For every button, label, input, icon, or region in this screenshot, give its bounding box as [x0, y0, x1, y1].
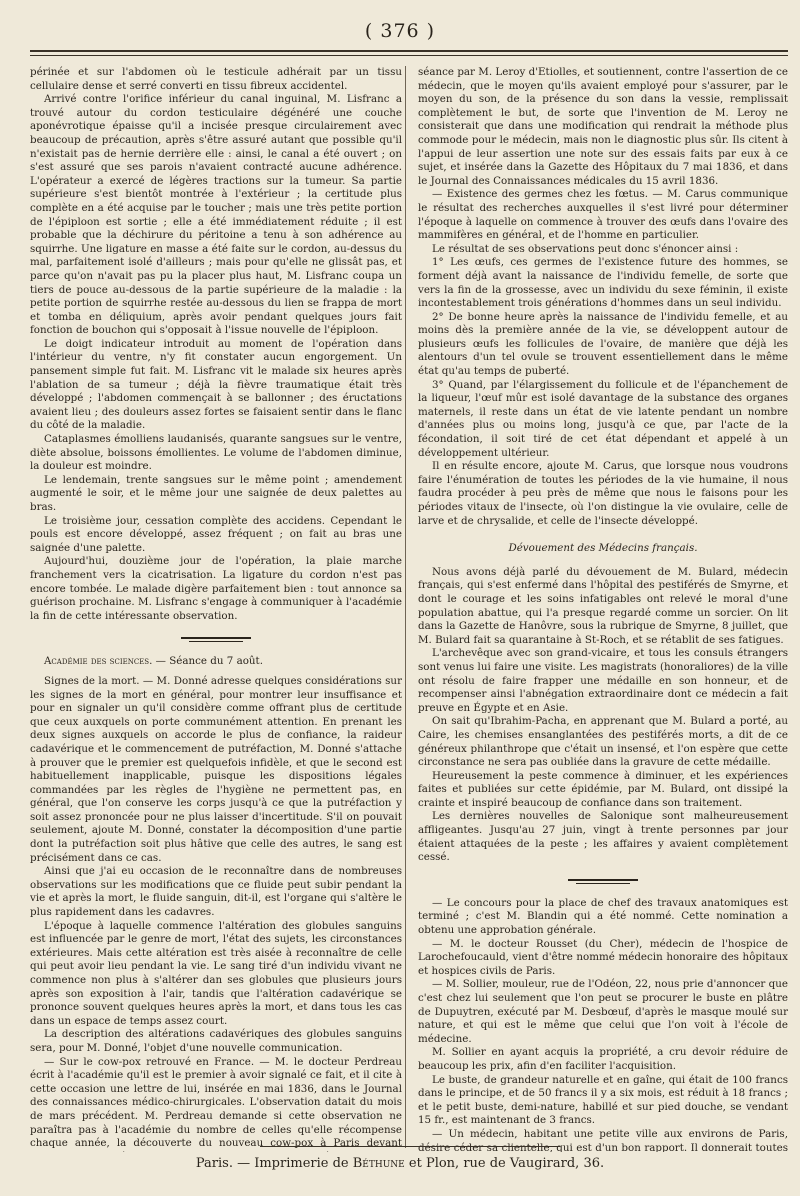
imprint-prefix: Paris. — Imprimerie de [195, 1156, 353, 1171]
right-column [418, 66, 788, 1152]
section-heading [30, 655, 402, 669]
paragraph: Le doigt indicateur introduit au moment de l'opération dans l'intérieur du ventre, n'y fit constater aucun engorgement. Un pansement simple fut fait. M. Lisfranc vit le malade six heures après l'ablation de sa tumeur ; déjà la fièvre traumatique était très développé ; l'abdomen commençait à se ballonner ; des éructations avaient lieu ; des douleurs assez fortes se faisaient sentir dans le flanc du côté de la maladie. [30, 337, 402, 432]
header-rule [30, 50, 788, 52]
footer-rule [260, 1146, 560, 1147]
section-ornament [181, 635, 251, 645]
paragraph: On sait qu'Ibrahim-Pacha, en apprenant que M. Bulard a porté, au Caire, les chemises ensanglantées des pestiférés morts, a dit de ce généreux philanthrope que c'était un insensé, et l'on espère que cette circonstance ne sera pas oubliée dans la gravure de cette médaille. [418, 715, 788, 769]
paragraph: La description des altérations cadavériques des globules sanguins sera, pour M. Donné, l'objet d'une nouvelle communication. [30, 1028, 402, 1054]
paragraph: M. Sollier en ayant acquis la propriété, a cru devoir réduire de beaucoup les prix, afin d'en faciliter l'acquisition. [418, 1046, 788, 1072]
page-number: ( 376 ) [364, 20, 436, 42]
paragraph: périnée et sur l'abdomen où le testicule adhérait par un tissu cellulaire dense et serré converti en tissu fibreux accidentel. [30, 66, 402, 92]
paragraph: Nous avons déjà parlé du dévouement de M. Bulard, médecin français, qui s'est enfermé dans l'hôpital des pestiférés de Smyrne, et dont le courage et les soins infatigables ont relevé le moral d'une population abattue, qui l'a presque regardé comme un sorcier. On lit dans la Gazette de Hanôvre, sous la rubrique de Smyrne, 8 juillet, que M. Bulard fait sa quarantaine à St-Roch, et se rétablit de ses fatigues. [418, 565, 788, 646]
section-heading-date: — Séance du 7 août. [152, 655, 263, 668]
printer-imprint [0, 1156, 800, 1171]
paragraph: — Sur le cow-pox retrouvé en France. — M. le docteur Perdreau écrit à l'académie qu'il est le premier à avoir signalé ce fait, et il cite à cette occasion une lettre de lui, insérée en mai 1836, dans le Journal des connaissances médico-chirurgicales. L'observation datait du mois de mars précédent. M. Perdreau demande si cette observation ne paraîtra pas à l'académie du nombre de celles qu'elle récompense chaque année, la découverte du nouveau cow-pox à Paris devant [30, 1055, 402, 1150]
paragraph: Cataplasmes émolliens laudanisés, quarante sangsues sur le ventre, diète absolue, boissons émollientes. Le volume de l'abdomen diminue, la douleur est moindre. [30, 433, 402, 473]
imprint-suffix: et Plon, rue de Vaugirard, 36. [404, 1156, 605, 1171]
imprint-printer-name: Béthune [352, 1156, 405, 1171]
paragraph: Signes de la mort. — M. Donné adresse quelques considérations sur les signes de la mort en général, pour montrer leur insuffisance et pour en signaler un qu'il considère comme offrant plus de certitude que ceux auxquels on porte communément attention. En prenant les deux signes auxquels on accorde le plus de confiance, la raideur cadavérique et le commencement de putréfaction, M. Donné s'attache à prouver que le premier est quelquefois infidèle, et que le second est habituellement inapplicable, puisque les dispositions légales commandées par les règles de l'hygiène ne permettent pas, en général, que l'on conserve les corps jusqu'à ce que la putréfaction y soit assez prononcée pour ne plus laisser d'incertitude. S'il on pouvait seulement, ajoute M. Donné, constater la décomposition d'une partie dont la putréfaction soit plus hâtive que celle des autres, le sang est précisément dans ce cas. [30, 674, 402, 864]
paragraph: séance par M. Leroy d'Etiolles, et soutiennent, contre l'assertion de ce médecin, que le moyen qu'ils avaient employé pour s'assurer, par le moyen du son, de la présence du son dans la vessie, remplissait complètement le but, de sorte que l'invention de M. Leroy ne consisterait que dans une modification qui rendrait la méthode plus commode pour le médecin, mais non le diagnostic plus sûr. Ils citent à l'appui de leur assertion une note sur des essais faits par eux à ce sujet, et insérée dans la Gazette des Hôpitaux du 7 mai 1836, et dans le Journal des Connaissances médicales du 15 avril 1836. [418, 66, 788, 187]
paragraph: L'archevêque avec son grand-vicaire, et tous les consuls étrangers sont venus lui faire une visite. Les magistrats (honoraliores) de la ville ont résolu de faire frapper une médaille en son honneur, et de recompenser ainsi l'abnégation extraordinaire dont ce médecin a fait preuve en Égypte et en Asie. [418, 647, 788, 714]
paragraph: — M. Sollier, mouleur, rue de l'Odéon, 22, nous prie d'annoncer que c'est chez lui seulement que l'on peut se procurer le buste en plâtre de Dupuytren, exécuté par M. Desbœuf, d'après le masque moulé sur nature, et qui est le même que celui que l'on voit à l'école de médecine. [418, 978, 788, 1045]
paragraph: Le résultat de ses observations peut donc s'énoncer ainsi : [432, 242, 739, 255]
paragraph: Ainsi que j'ai eu occasion de le reconnaître dans de nombreuses observations sur les modifications que ce fluide peut subir pendant la vie et après la mort, le fluide sanguin, dit-il, est l'organe qui s'altère le plus rapidement dans les cadavres. [30, 865, 402, 919]
paragraph: Arrivé contre l'orifice inférieur du canal inguinal, M. Lisfranc a trouvé autour du cordon testiculaire dégénéré une couche aponévrotique épaisse qu'il a incisée presque circulairement avec beaucoup de précaution, après s'être assuré autant que possible qu'il n'existait pas de hernie derrière elle : ainsi, le canal a été ouvert ; on s'est assuré que ses parois n'avaient contracté aucune adhérence. L'opérateur a exercé de légères tractions sur la tumeur. Sa partie supérieure s'est bientôt montrée à l'extérieur ; la certitude plus complète en a été acquise par le toucher ; mais une très petite portion de l'épiploon est sortie ; elle a été immédiatement réduite ; il est probable que la déchirure du péritoine a tenu à son adhérence au squirrhe. Une ligature en masse a été faite sur le cordon, au-dessus du mal, parfaitement isolé d'ailleurs ; mais pour qu'elle ne glissât pas, et parce qu'on n'avait pas pu la placer plus haut, M. Lisfranc coupa un tiers de pouce au-dessous de la partie supérieure de la maladie : la petite portion de squirrhe restée au-dessous du lien se frappa de mort et tomba en déliquium, après avoir pendant quelques jours fait fonction de bouchon qui s'opposait à l'issue nouvelle de l'épiploon. [30, 93, 402, 337]
paragraph: Le troisième jour, cessation complète des accidens. Cependant le pouls est encore développé, assez fréquent ; on fait au bras une saignée d'une palette. [30, 514, 402, 554]
paragraph: — Le concours pour la place de chef des travaux anatomiques est terminé ; c'est M. Blandin qui a été nommé. Cette nomination a obtenu une approbation générale. [418, 896, 788, 937]
paragraph: — Existence des germes chez les fœtus. — M. Carus communique le résultat des recherches auxquelles il s'est livré pour déterminer l'époque à laquelle on commence à trouver des œufs dans l'ovaire des mammifères en général, et de l'homme en particulier. [418, 188, 788, 242]
paragraph: Aujourd'hui, douzième jour de l'opération, la plaie marche franchement vers la cicatrisation. La ligature du cordon n'est pas encore tombée. Le malade digère parfaitement bien : tout annonce sa guérison prochaine. M. Lisfranc s'engage à communiquer à l'académie la fin de cette intéressante observation. [30, 555, 402, 622]
paragraph: 3° Quand, par l'élargissement du follicule et de l'épanchement de la liqueur, l'œuf mûr est isolé davantage de la substance des organes maternels, il reste dans un état de vie latente pendant un nombre d'années plus ou moins long, jusqu'à ce que, par l'acte de la fécondation, il soit tiré de cet état dépendant et appelé à un développement ultérieur. [418, 378, 788, 459]
paragraph: Les dernières nouvelles de Salonique sont malheureusement affligeantes. Jusqu'au 27 juin, vingt à trente personnes par jour étaient attaquées de la peste ; les affaires y avaient complètement cessé. [418, 810, 788, 864]
paragraph: Heureusement la peste commence à diminuer, et les expériences faites et publiées sur cette épidémie, par M. Bulard, ont dissipé la crainte et inspiré beaucoup de confiance dans son traitement. [418, 769, 788, 809]
paragraph: — M. le docteur Rousset (du Cher), médecin de l'hospice de Larochefoucauld, vient d'être nommé médecin honoraire des hôpitaux et hospices civils de Paris. [418, 937, 788, 977]
paragraph: Il en résulte encore, ajoute M. Carus, que lorsque nous voudrons faire l'énumération de toutes les périodes de la vie humaine, il nous faudra procéder à peu près de même que nous le faisons pour les périodes vitaux de l'insecte, où l'on distingue la vie ovulaire, celle de larve et de chrysalide, et celle de l'insecte développé. [418, 460, 788, 527]
paragraph: L'époque à laquelle commence l'altération des globules sanguins est influencée par le genre de mort, l'état des sujets, les circonstances extérieures. Mais cette altération est très aisée à reconnaître de celle qui peut avoir lieu pendant la vie. Le sang tiré d'un individu vivant ne commence non plus à s'altérer dan ses globules que plusieurs jours après son exposition à l'air, tandis que l'altération cadavérique se prononce souvent quelques heures après la mort, et dans tous les cas dans un espace de temps assez court. [30, 919, 402, 1027]
column-separator [405, 66, 406, 1148]
left-column [30, 66, 402, 1152]
paragraph: Le lendemain, trente sangsues sur le même point ; amendement augmenté le soir, et le même jour une saignée de deux palettes au bras. [30, 473, 402, 513]
section-ornament [568, 877, 638, 887]
section-heading-title: Académie des sciences. [44, 655, 153, 668]
paragraph: 1° Les œufs, ces germes de l'existence future des hommes, se forment déjà avant la naissance de l'individu femelle, de sorte que vers la fin de la grossesse, avec un individu du sexe féminin, il existe incontestablement trois générations d'hommes dans un seul individu. [418, 256, 788, 310]
paragraph: 2° De bonne heure après la naissance de l'individu femelle, et au moins dès la première année de la vie, se développent autour de plusieurs œufs les follicules de l'ovaire, de manière que déjà les alentours d'un tel ovule se trouvent essentiellement dans le même état qu'au temps de puberté. [418, 310, 788, 378]
paragraph: — Un médecin, habitant une petite ville aux environs de Paris, désire céder sa clientelle, qui est d'un bon rapport. Il donnerait toutes [418, 1127, 788, 1152]
paragraph: Le buste, de grandeur naturelle et en gaîne, qui était de 100 francs dans le principe, et de 50 francs il y a six mois, est réduit à 18 francs ; et le petit buste, demi-nature, habillé et sur pied douche, se vendant 15 fr., est maintenant de 3 francs. [418, 1073, 788, 1127]
header-rule-thin [30, 55, 788, 56]
section-heading: Dévouement des Médecins français. [508, 542, 698, 555]
